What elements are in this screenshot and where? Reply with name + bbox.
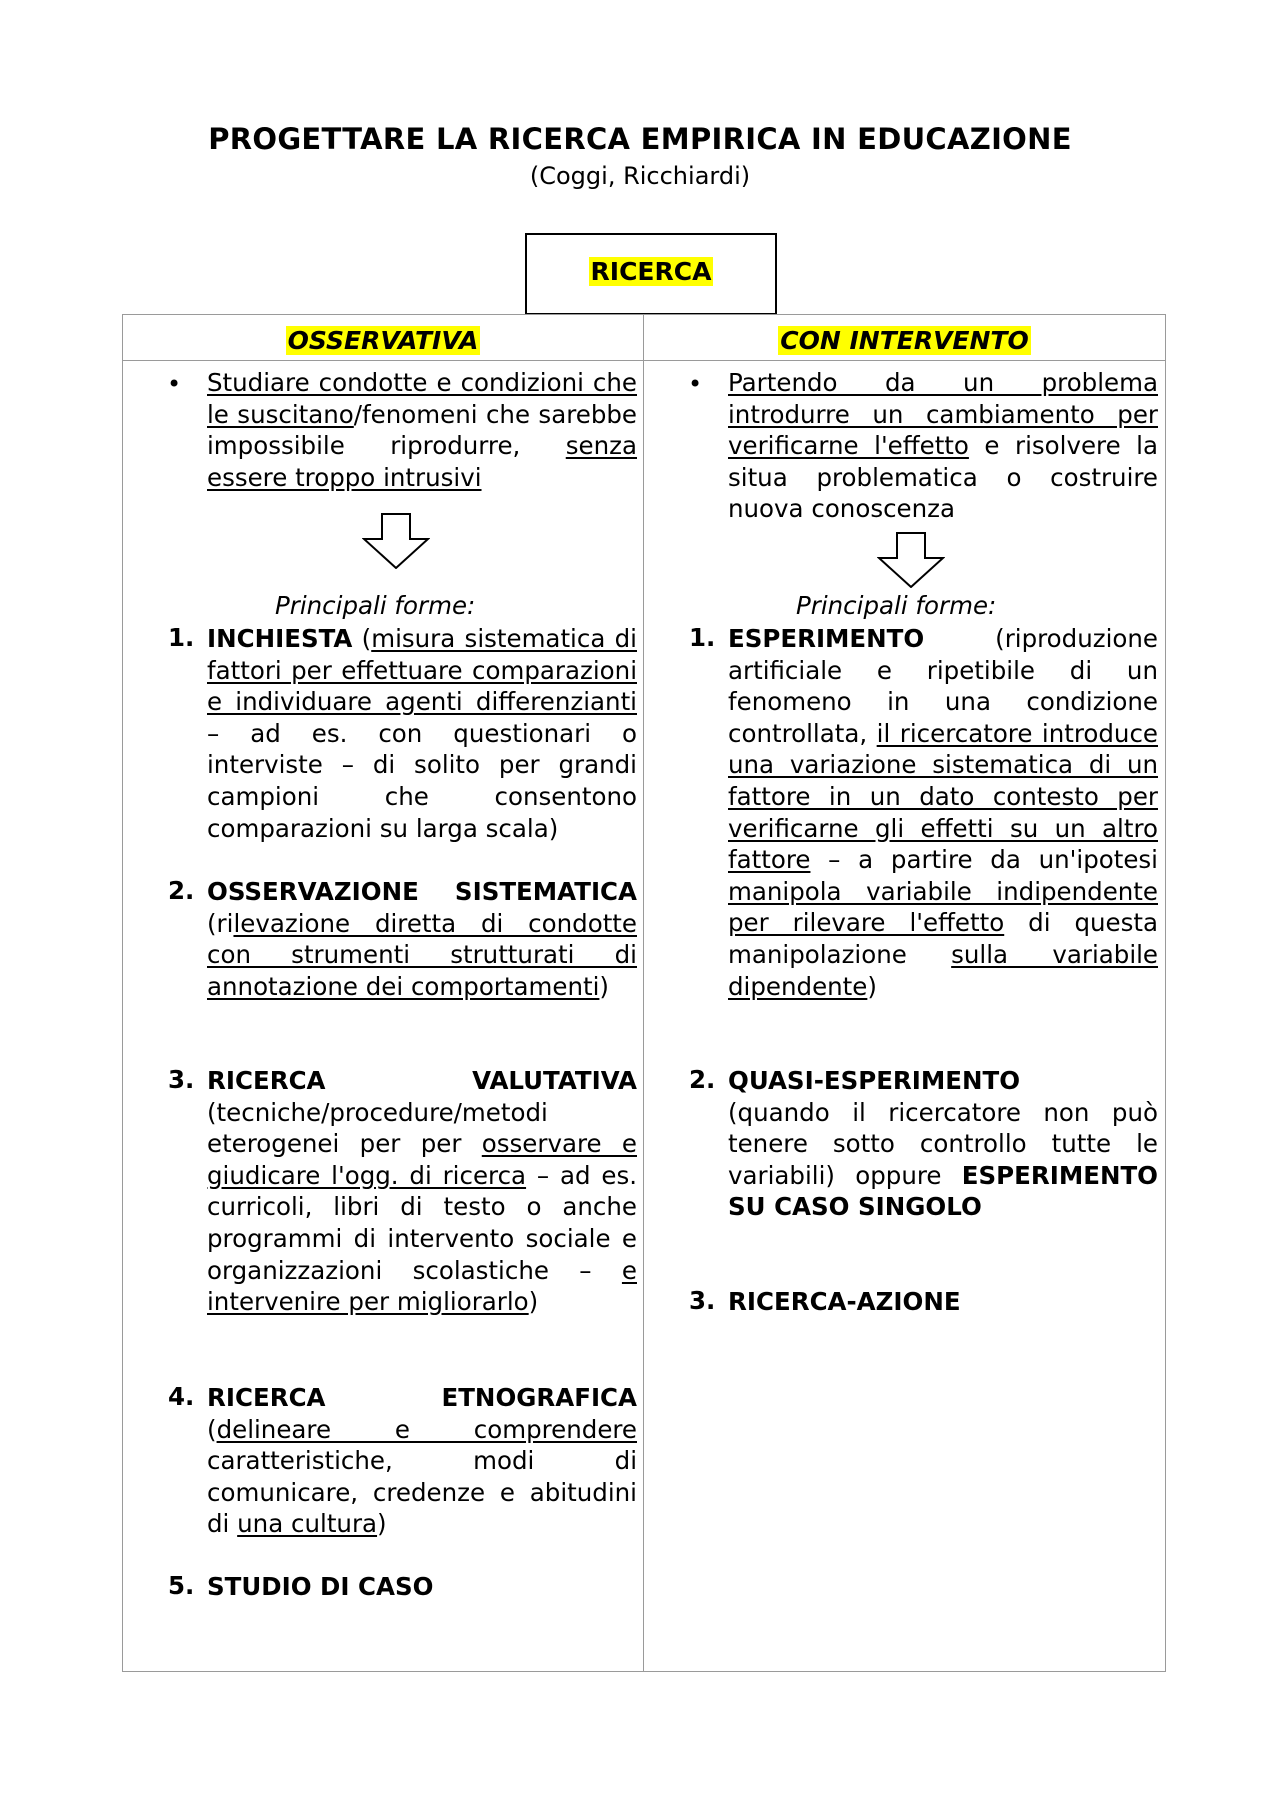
right-item-3-number: 3. (689, 1286, 716, 1315)
left-intro: Studiare condotte e condizioni che le suscitano/fenomeni che sarebbe impossibile riprodurre, senza essere troppo intrusivi (207, 368, 637, 492)
left-item-studio-caso: STUDIO DI CASO (207, 1572, 434, 1601)
right-column-header: CON INTERVENTO (780, 326, 1029, 355)
right-item-1-number: 1. (689, 623, 716, 652)
table-column-divider (643, 314, 644, 1672)
left-item-etnografica: RICERCA ETNOGRAFICA (delineare e comprendere caratteristiche, modi di comunicare, credenze e abitudini di una cultura) (207, 1383, 637, 1539)
table-header-divider (122, 360, 1166, 361)
left-item-2-number: 2. (168, 876, 195, 905)
left-item-1-number: 1. (168, 623, 195, 652)
right-bullet: • (688, 370, 703, 398)
root-concept-box (525, 233, 777, 315)
right-item-2-number: 2. (689, 1065, 716, 1094)
right-forms-label: Principali forme: (796, 591, 997, 620)
down-arrow-icon (877, 532, 945, 588)
left-item-valutativa: RICERCA VALUTATIVA (tecniche/procedure/metodi eterogenei per per osservare e giudicare l'ogg. di ricerca – ad es. curricoli, libri di testo o anche programmi di intervento sociale e organizzazioni scolastiche – e intervenire per migliorarlo) (207, 1066, 637, 1317)
table-border-right (1165, 314, 1166, 1672)
left-item-4-number: 4. (168, 1382, 195, 1411)
left-item-3-number: 3. (168, 1065, 195, 1094)
page-title: PROGETTARE LA RICERCA EMPIRICA IN EDUCAZIONE (208, 122, 1072, 156)
left-item-5-number: 5. (168, 1571, 195, 1600)
table-border-top (122, 314, 1166, 315)
down-arrow-icon (362, 513, 430, 569)
left-forms-label: Principali forme: (275, 591, 476, 620)
right-intro: Partendo da un problema introdurre un cambiamento per verificarne l'effetto e risolvere la situa problematica o costruire nuova conoscenza (728, 368, 1158, 524)
left-bullet: • (167, 370, 182, 398)
root-concept-text: RICERCA (590, 257, 712, 286)
right-item-esperimento: ESPERIMENTO (riproduzione artificiale e ripetibile di un fenomeno in una condizione controllata, il ricercatore introduce una variazione sistematica di un fattore in un dato contesto per verificarne gli effetti su un altro fattore – a partire da un'ipotesi manipola variabile indipendente per rilevare l'effetto di questa manipolazione sulla variabile dipendente) (728, 624, 1158, 1001)
left-item-inchiesta: INCHIESTA (misura sistematica di fattori per effettuare comparazioni e individuare agenti differenzianti – ad es. con questionari o interviste – di solito per grandi campioni che consentono comparazioni su larga scala) (207, 624, 637, 843)
left-item-osservazione: OSSERVAZIONE SISTEMATICA (rilevazione diretta di condotte con strumenti strutturati di annotazione dei comportamenti) (207, 877, 637, 1001)
right-item-ricerca-azione: RICERCA-AZIONE (728, 1287, 961, 1316)
table-border-left (122, 314, 123, 1672)
left-column-header: OSSERVATIVA (287, 326, 479, 355)
page-subtitle: (Coggi, Ricchiardi) (529, 162, 751, 190)
right-item-quasi-esperimento: QUASI-ESPERIMENTO (quando il ricercatore non può tenere sotto controllo tutte le variabili) oppure ESPERIMENTO SU CASO SINGOLO (728, 1066, 1158, 1222)
table-border-bottom (122, 1671, 1166, 1672)
root-concept-label (527, 257, 775, 286)
